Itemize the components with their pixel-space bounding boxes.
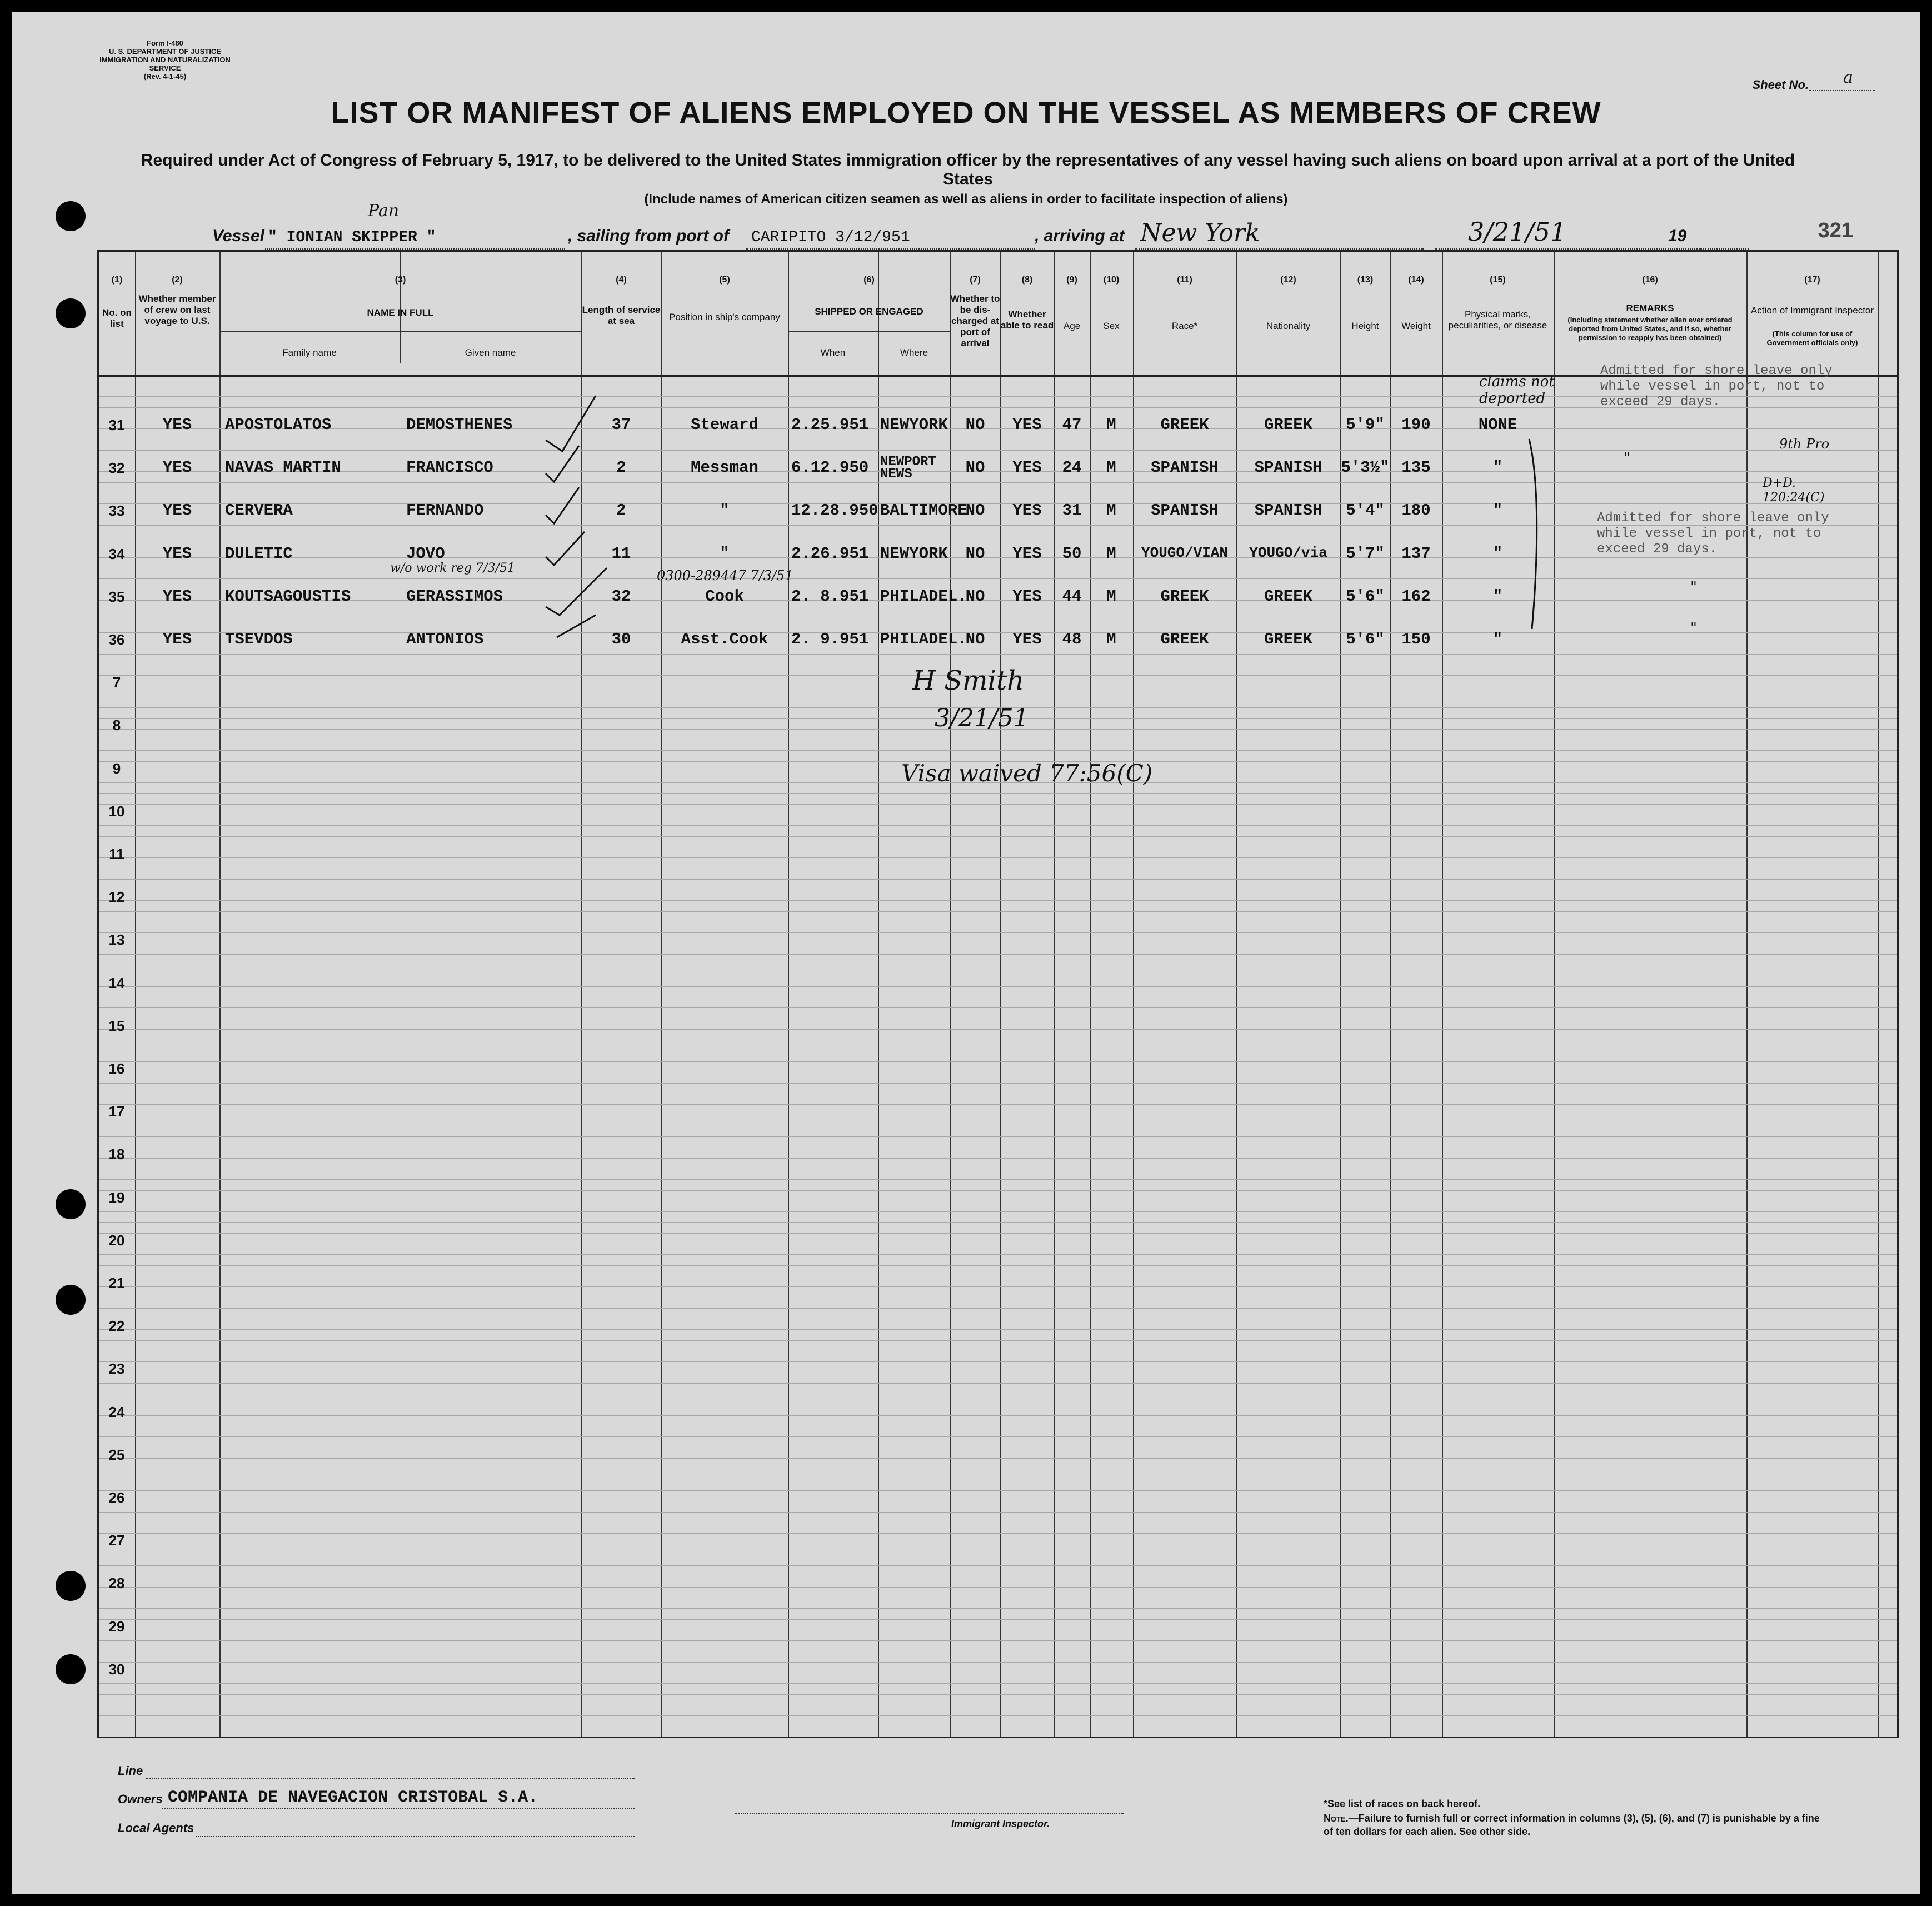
cell-when: 6.12.950	[791, 458, 869, 477]
row-number: 13	[108, 931, 125, 949]
cell-when: 2.25.951	[791, 416, 869, 434]
cell-read: YES	[1012, 458, 1042, 477]
action-note-1: 9th Pro	[1779, 436, 1830, 452]
cell-weight: 137	[1401, 544, 1431, 563]
cell-given: DEMOSTHENES	[406, 416, 513, 434]
cell-position: "	[720, 501, 730, 520]
cell-sex: M	[1106, 416, 1116, 434]
cell-service: 11	[611, 544, 631, 563]
row-number: 10	[108, 802, 125, 820]
page-title: LIST OR MANIFEST OF ALIENS EMPLOYED ON THE VESSEL AS MEMBERS OF CREW	[331, 96, 1601, 129]
cell-marks: "	[1492, 544, 1503, 563]
cell-when: 2.26.951	[791, 544, 869, 563]
arriving-port: New York	[1140, 219, 1260, 247]
cell-discharged: NO	[965, 630, 985, 648]
col-header-action: Action of Immigrant Inspector	[1750, 305, 1874, 316]
note-text: —Failure to furnish full or correct information in columns (3), (5), (6), and (7) is punishable by a fine of ten dollars for each alien. See other side.	[1324, 1813, 1820, 1837]
col-header-family: Family name	[282, 347, 337, 358]
remark-ditto-3: "	[1624, 450, 1630, 466]
col-num-11: (11)	[1177, 275, 1192, 285]
cell-nationality: GREEK	[1264, 630, 1312, 648]
cell-height: 5'4"	[1346, 501, 1385, 520]
col-header-service: Length of service at sea	[582, 305, 661, 326]
cell-service: 32	[611, 587, 631, 606]
row-number: 16	[108, 1060, 125, 1077]
col-header-where: Where	[900, 347, 928, 358]
cell-service: 2	[616, 458, 626, 477]
fine-note	[1324, 1812, 1824, 1838]
col-header-given: Given name	[465, 347, 516, 358]
col-num-16: (16)	[1642, 275, 1658, 285]
row-number: 22	[108, 1318, 125, 1335]
col-header-weight: Weight	[1401, 321, 1431, 331]
duletic-note: w/o work reg 7/3/51	[390, 561, 515, 575]
col-header-crew: Whether member of crew on last voyage to U.S.	[138, 293, 216, 326]
row-number: 33	[108, 502, 125, 520]
cell-read: YES	[1012, 544, 1042, 563]
cell-crew: YES	[162, 587, 192, 606]
row-number: 23	[108, 1360, 125, 1378]
remark-shore-leave-1: Admitted for shore leave only while vessel in port, not to exceed 29 days.	[1600, 363, 1833, 410]
cell-age: 48	[1062, 630, 1082, 648]
cell-when: 2. 8.951	[791, 587, 869, 606]
manifest-sheet	[12, 12, 1920, 1894]
note-lead: Note.	[1324, 1813, 1349, 1824]
col-header-race: Race*	[1171, 321, 1198, 331]
row-number: 14	[108, 974, 125, 991]
cell-position: Steward	[691, 416, 758, 434]
col-num-2: (2)	[172, 275, 183, 285]
col-num-1: (1)	[111, 275, 123, 285]
col-header-age: Age	[1063, 321, 1081, 331]
row-number: 31	[108, 417, 125, 433]
cell-given: ANTONIOS	[406, 630, 484, 648]
cell-crew: YES	[162, 458, 192, 477]
row-number: 25	[108, 1446, 125, 1463]
cell-nationality: GREEK	[1264, 587, 1312, 606]
cell-weight: 162	[1401, 587, 1431, 606]
cell-family: DULETIC	[225, 544, 293, 563]
col-num-5: (5)	[719, 275, 730, 285]
cell-race: GREEK	[1160, 416, 1209, 434]
local-agents-label: Local Agents	[118, 1821, 194, 1835]
cell-position: "	[720, 544, 730, 563]
col-num-7: (7)	[970, 275, 981, 285]
vessel-flag: Pan	[368, 201, 400, 221]
cell-marks: "	[1492, 587, 1503, 606]
year-label: 19	[1668, 227, 1687, 245]
cell-age: 24	[1062, 458, 1082, 477]
row-number: 12	[108, 889, 125, 906]
cell-discharged: NO	[965, 544, 985, 563]
signature-date: 3/21/51	[935, 704, 1029, 732]
cell-family: APOSTOLATOS	[225, 416, 332, 434]
cell-weight: 190	[1401, 416, 1431, 434]
cell-race: GREEK	[1160, 587, 1209, 606]
inspector-signature: H Smith	[912, 665, 1025, 696]
check-marks	[12, 12, 1920, 1894]
cell-race: SPANISH	[1151, 501, 1219, 520]
cell-family: NAVAS MARTIN	[225, 458, 341, 477]
cell-when: 2. 9.951	[791, 630, 869, 648]
cell-position: Asst.Cook	[681, 630, 768, 648]
col-header-remarks: REMARKS	[1626, 303, 1674, 313]
col-header-remarks-note: (Including statement whether alien ever ordered deported from United States, and if so, whether permission to reapply has been obtained)	[1567, 316, 1733, 342]
races-note: *See list of races on back hereof.	[1324, 1798, 1481, 1809]
col-header-height: Height	[1351, 321, 1379, 331]
col-num-9: (9)	[1066, 275, 1077, 285]
inspector-signature-line	[735, 1813, 1124, 1814]
cell-given: GERASSIMOS	[406, 587, 503, 606]
marks-handnote: claims not deported	[1479, 373, 1555, 407]
cell-crew: YES	[162, 544, 192, 563]
col-header-marks: Physical marks, peculiarities, or disease	[1448, 309, 1547, 331]
row-number: 36	[108, 631, 125, 648]
cell-discharged: NO	[965, 458, 985, 477]
sailing-port: CARIPITO 3/12/951	[751, 229, 910, 246]
inspector-label: Immigrant Inspector.	[951, 1818, 1050, 1829]
col-num-3: (3)	[395, 275, 406, 285]
remark-shore-leave-2: Admitted for shore leave only while vessel in port, not to exceed 29 days.	[1597, 511, 1829, 557]
row-number: 24	[108, 1403, 125, 1420]
cell-given: JOVO	[406, 544, 445, 563]
col-num-14: (14)	[1408, 275, 1424, 285]
col-num-15: (15)	[1490, 275, 1506, 285]
cell-crew: YES	[162, 416, 192, 434]
col-header-when: When	[820, 347, 846, 358]
row-number: 29	[108, 1618, 125, 1635]
vessel-name: " IONIAN SKIPPER "	[268, 229, 436, 246]
cell-position: Messman	[691, 458, 758, 477]
duletic-number: 0300-289447 7/3/51	[657, 568, 793, 583]
cell-given: FRANCISCO	[406, 458, 493, 477]
cell-nationality: YOUGO/via	[1249, 544, 1327, 561]
page-subtitle: Required under Act of Congress of February 5, 1917, to be delivered to the United States immigration officer by the representatives of any vessel having such aliens on board upon arrival at a port of the United States	[141, 151, 1795, 188]
cell-where: BALTIMORE	[880, 501, 967, 520]
cell-read: YES	[1012, 587, 1042, 606]
cell-where: PHILADEL.	[880, 630, 967, 648]
cell-given: FERNANDO	[406, 501, 484, 520]
row-number: 30	[108, 1660, 125, 1678]
cell-nationality: GREEK	[1264, 416, 1312, 434]
department-name: U. S. DEPARTMENT OF JUSTICE	[109, 47, 221, 56]
cell-sex: M	[1106, 587, 1116, 606]
cell-where: NEWPORT NEWS	[880, 455, 936, 482]
form-number: Form I-480	[147, 39, 183, 47]
remark-ditto-1: "	[1690, 579, 1697, 596]
cell-height: 5'3½"	[1341, 458, 1390, 477]
visa-waived-note: Visa waived 77:56(C)	[901, 760, 1153, 787]
cell-sex: M	[1106, 458, 1116, 477]
cell-marks: NONE	[1478, 416, 1517, 434]
page-number: 321	[1818, 219, 1853, 242]
remark-ditto-2: "	[1690, 620, 1697, 636]
cell-where: NEWYORK	[880, 416, 948, 434]
cell-race: SPANISH	[1151, 458, 1219, 477]
row-number: 26	[108, 1489, 125, 1506]
cell-family: CERVERA	[225, 501, 293, 520]
col-num-17: (17)	[1804, 275, 1820, 285]
cell-discharged: NO	[965, 587, 985, 606]
cell-weight: 150	[1401, 630, 1431, 648]
row-number: 32	[108, 460, 125, 477]
owners-underline	[162, 1808, 635, 1809]
cell-position: Cook	[705, 587, 744, 606]
col-header-shipped: SHIPPED OR ENGAGED	[815, 306, 923, 317]
row-number: 35	[108, 588, 125, 605]
cell-discharged: NO	[965, 501, 985, 520]
sailing-label: , sailing from port of	[568, 227, 729, 245]
sheet-number-label: Sheet No.	[1752, 78, 1809, 92]
col-header-nationality: Nationality	[1266, 321, 1311, 331]
row-number: 8	[112, 717, 121, 734]
form-revision: (Rev. 4-1-45)	[143, 72, 187, 81]
page-instruction: (Include names of American citizen seamen as well as aliens in order to facilitate inspection of aliens)	[644, 192, 1288, 207]
arrival-date: 3/21/51	[1468, 217, 1567, 247]
cell-where: NEWYORK	[880, 544, 948, 563]
cell-family: TSEVDOS	[225, 630, 293, 648]
vessel-label: Vessel	[212, 227, 264, 245]
cell-where: PHILADEL.	[880, 587, 967, 606]
cell-when: 12.28.950	[791, 501, 878, 520]
cell-service: 30	[611, 630, 631, 648]
col-num-12: (12)	[1280, 275, 1296, 285]
cell-age: 31	[1062, 501, 1082, 520]
owners-value: COMPANIA DE NAVEGACION CRISTOBAL S.A.	[168, 1788, 538, 1807]
cell-marks: "	[1492, 458, 1503, 477]
row-number: 34	[108, 545, 125, 562]
row-number: 17	[108, 1103, 125, 1120]
cell-service: 37	[611, 416, 631, 434]
cell-height: 5'9"	[1346, 416, 1385, 434]
cell-read: YES	[1012, 416, 1042, 434]
col-header-sex: Sex	[1103, 321, 1120, 331]
col-header-no: No. on list	[102, 307, 132, 329]
cell-age: 44	[1062, 587, 1082, 606]
arriving-label: , arriving at	[1035, 227, 1125, 245]
service-name: IMMIGRATION AND NATURALIZATION SERVICE	[99, 56, 231, 72]
cell-marks: "	[1492, 501, 1503, 520]
agents-underline	[196, 1836, 635, 1837]
col-header-read: Whether able to read	[1000, 309, 1054, 331]
cell-nationality: SPANISH	[1254, 458, 1322, 477]
row-number: 18	[108, 1146, 125, 1163]
action-note-2: D+D. 120:24(C)	[1763, 476, 1825, 505]
row-number: 28	[108, 1575, 125, 1592]
row-number: 15	[108, 1017, 125, 1034]
line-label: Line	[118, 1764, 143, 1778]
col-header-name: NAME IN FULL	[367, 307, 434, 318]
cell-family: KOUTSAGOUSTIS	[225, 587, 351, 606]
cell-height: 5'6"	[1346, 587, 1385, 606]
cell-race: GREEK	[1160, 630, 1209, 648]
line-underline	[146, 1778, 635, 1779]
col-num-6: (6)	[863, 275, 875, 285]
col-header-discharged: Whether to be dis-charged at port of arrival	[950, 293, 1000, 348]
row-number: 9	[112, 760, 121, 777]
cell-read: YES	[1012, 630, 1042, 648]
row-number: 7	[112, 674, 121, 691]
cell-sex: M	[1106, 501, 1116, 520]
row-number: 11	[109, 846, 124, 862]
cell-discharged: NO	[965, 416, 985, 434]
cell-nationality: SPANISH	[1254, 501, 1322, 520]
col-num-10: (10)	[1103, 275, 1120, 285]
cell-age: 47	[1062, 416, 1082, 434]
row-number: 21	[108, 1275, 125, 1291]
cell-age: 50	[1062, 544, 1082, 563]
col-num-8: (8)	[1021, 275, 1033, 285]
owners-label: Owners	[118, 1792, 163, 1806]
col-header-action-note: (This column for use of Government officials only)	[1766, 330, 1858, 347]
cell-marks: "	[1492, 630, 1503, 648]
cell-height: 5'6"	[1346, 630, 1385, 648]
cell-sex: M	[1106, 544, 1116, 563]
col-header-position: Position in ship's company	[669, 312, 780, 322]
cell-height: 5'7"	[1346, 544, 1385, 563]
cell-race: YOUGO/VIAN	[1141, 544, 1229, 561]
cell-read: YES	[1012, 501, 1042, 520]
cell-weight: 135	[1401, 458, 1431, 477]
col-num-4: (4)	[616, 275, 627, 285]
cell-weight: 180	[1401, 501, 1431, 520]
row-number: 19	[108, 1189, 125, 1206]
sheet-number-value: a	[1843, 68, 1853, 87]
cell-crew: YES	[162, 630, 192, 648]
row-number: 20	[108, 1231, 125, 1249]
cell-service: 2	[616, 501, 626, 520]
cell-sex: M	[1106, 630, 1116, 648]
col-num-13: (13)	[1357, 275, 1374, 285]
cell-crew: YES	[162, 501, 192, 520]
row-number: 27	[108, 1532, 125, 1549]
